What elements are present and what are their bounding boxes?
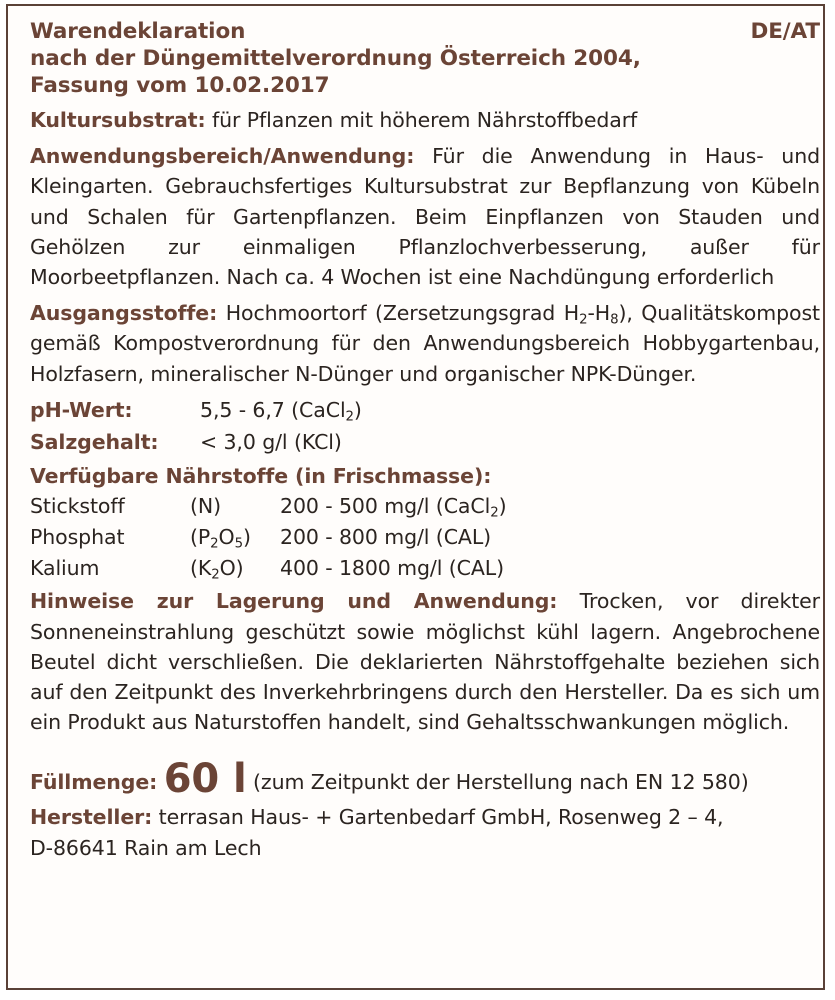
declaration-header	[30, 18, 820, 99]
nutrient-name: Kalium	[30, 556, 100, 581]
hersteller-label: Hersteller:	[30, 805, 153, 830]
nutrient-formula	[190, 553, 280, 584]
ausgangsstoffe-text-b: -H	[587, 301, 611, 326]
ph-value-sub: 2	[345, 409, 354, 425]
fuellmenge-amount: 60 l	[163, 756, 247, 803]
title-line-2: nach der Düngemittelverordnung Österreich 2004,	[30, 46, 641, 71]
anwendung-section	[30, 141, 820, 292]
ph-row	[30, 395, 820, 425]
nutrient-value: 200 - 800 mg/l (CAL)	[280, 525, 492, 550]
nutrient-value: 400 - 1800 mg/l (CAL)	[280, 556, 505, 581]
formula-part: O)	[219, 556, 244, 581]
hinweise-section	[30, 586, 820, 737]
ausgangsstoffe-label: Ausgangsstoffe:	[30, 301, 218, 326]
hersteller-line-2: D-86641 Rain am Lech	[30, 835, 262, 860]
anwendung-label: Anwendungsbereich/Anwendung:	[30, 144, 415, 169]
nutrient-formula	[190, 491, 280, 522]
anwendung-text: Für die Anwendung in Haus- und Kleingarten. Gebrauchsfertiges Kultursubstrat zur Bepflanzung von Kübeln und Schalen für Gartenpflanzen. Beim Einpflanzen von Stauden und Gehölzen zur einmaligen Pflanzlochverbesserung, außer für Moorbeetpflanzen. Nach ca. 4 Wochen ist eine Nachdüngung erforderlich	[30, 144, 820, 290]
naehrstoffe-table	[30, 491, 820, 584]
salz-row	[30, 427, 820, 457]
value-part: 200 - 500 mg/l (CaCl	[280, 494, 491, 519]
ausgangsstoffe-text-c: ), Qualitätskompost gemäß Kompostverordnung für den Anwendungsbereich Hobbygartenbau, Holzfasern, mineralischer N-Dünger und organischer NPK-Dünger.	[30, 301, 820, 386]
ph-value-text: 5,5 - 6,7 (CaCl	[200, 397, 346, 422]
hersteller-section	[30, 802, 820, 862]
fuellmenge-row	[30, 756, 820, 803]
fuellmenge-note: (zum Zeitpunkt der Herstellung nach EN 12 580)	[253, 770, 749, 795]
formula-sub: 2	[211, 567, 220, 583]
ph-label: pH-Wert:	[30, 397, 133, 422]
nutrient-formula	[190, 522, 280, 553]
ausgangsstoffe-sub-2: 8	[610, 312, 619, 328]
title-line-3: Fassung vom 10.02.2017	[30, 73, 330, 98]
nutrient-value	[280, 491, 820, 522]
ausgangsstoffe-text-a: Hochmoortorf (Zersetzungsgrad H	[225, 301, 580, 326]
ph-value-close: )	[353, 397, 362, 422]
value-sub: 2	[490, 505, 499, 521]
kultursubstrat-section	[30, 105, 820, 135]
formula-part: (P	[190, 525, 211, 550]
hinweise-text: Trocken, vor direkter Sonneneinstrahlung geschützt sowie möglichst kühl lagern. Angebrochene Beutel dicht verschließen. Die deklarierten Nährstoffgehalte beziehen sich auf den Zeitpunkt des Inverkehrbringens durch den Hersteller. Da es sich um ein Produkt aus Naturstoffen handelt, sind Gehaltsschwankungen möglich.	[30, 589, 820, 735]
formula-sub: 2	[210, 536, 219, 552]
declaration-content	[30, 18, 820, 863]
formula-part: O	[218, 525, 235, 550]
ausgangsstoffe-sub-1: 2	[579, 312, 588, 328]
fuellmenge-label: Füllmenge:	[30, 770, 158, 795]
declaration-frame	[6, 4, 825, 990]
hinweise-label: Hinweise zur Lagerung und Anwendung:	[30, 589, 558, 614]
region-label: DE/AT	[750, 19, 820, 44]
ph-value	[200, 395, 362, 425]
nutrient-name: Phosphat	[30, 525, 125, 550]
kultursubstrat-text: für Pflanzen mit höherem Nährstoffbedarf	[212, 108, 638, 132]
salz-value: < 3,0 g/l (KCl)	[200, 430, 342, 455]
formula-part: (N)	[190, 494, 222, 519]
value-close: )	[498, 494, 507, 519]
ausgangsstoffe-section	[30, 298, 820, 389]
salz-label: Salzgehalt:	[30, 430, 159, 455]
formula-part: (K	[190, 556, 212, 581]
kultursubstrat-label: Kultursubstrat:	[30, 108, 206, 132]
nutrient-name: Stickstoff	[30, 494, 125, 519]
title-line-1: Warendeklaration	[30, 19, 246, 44]
formula-part: )	[242, 525, 251, 550]
formula-sub: 5	[234, 536, 243, 552]
naehrstoffe-heading: Verfügbare Nährstoffe (in Frischmasse):	[30, 464, 492, 489]
hersteller-line-1: terrasan Haus- + Gartenbedarf GmbH, Rosenweg 2 – 4,	[158, 805, 724, 830]
